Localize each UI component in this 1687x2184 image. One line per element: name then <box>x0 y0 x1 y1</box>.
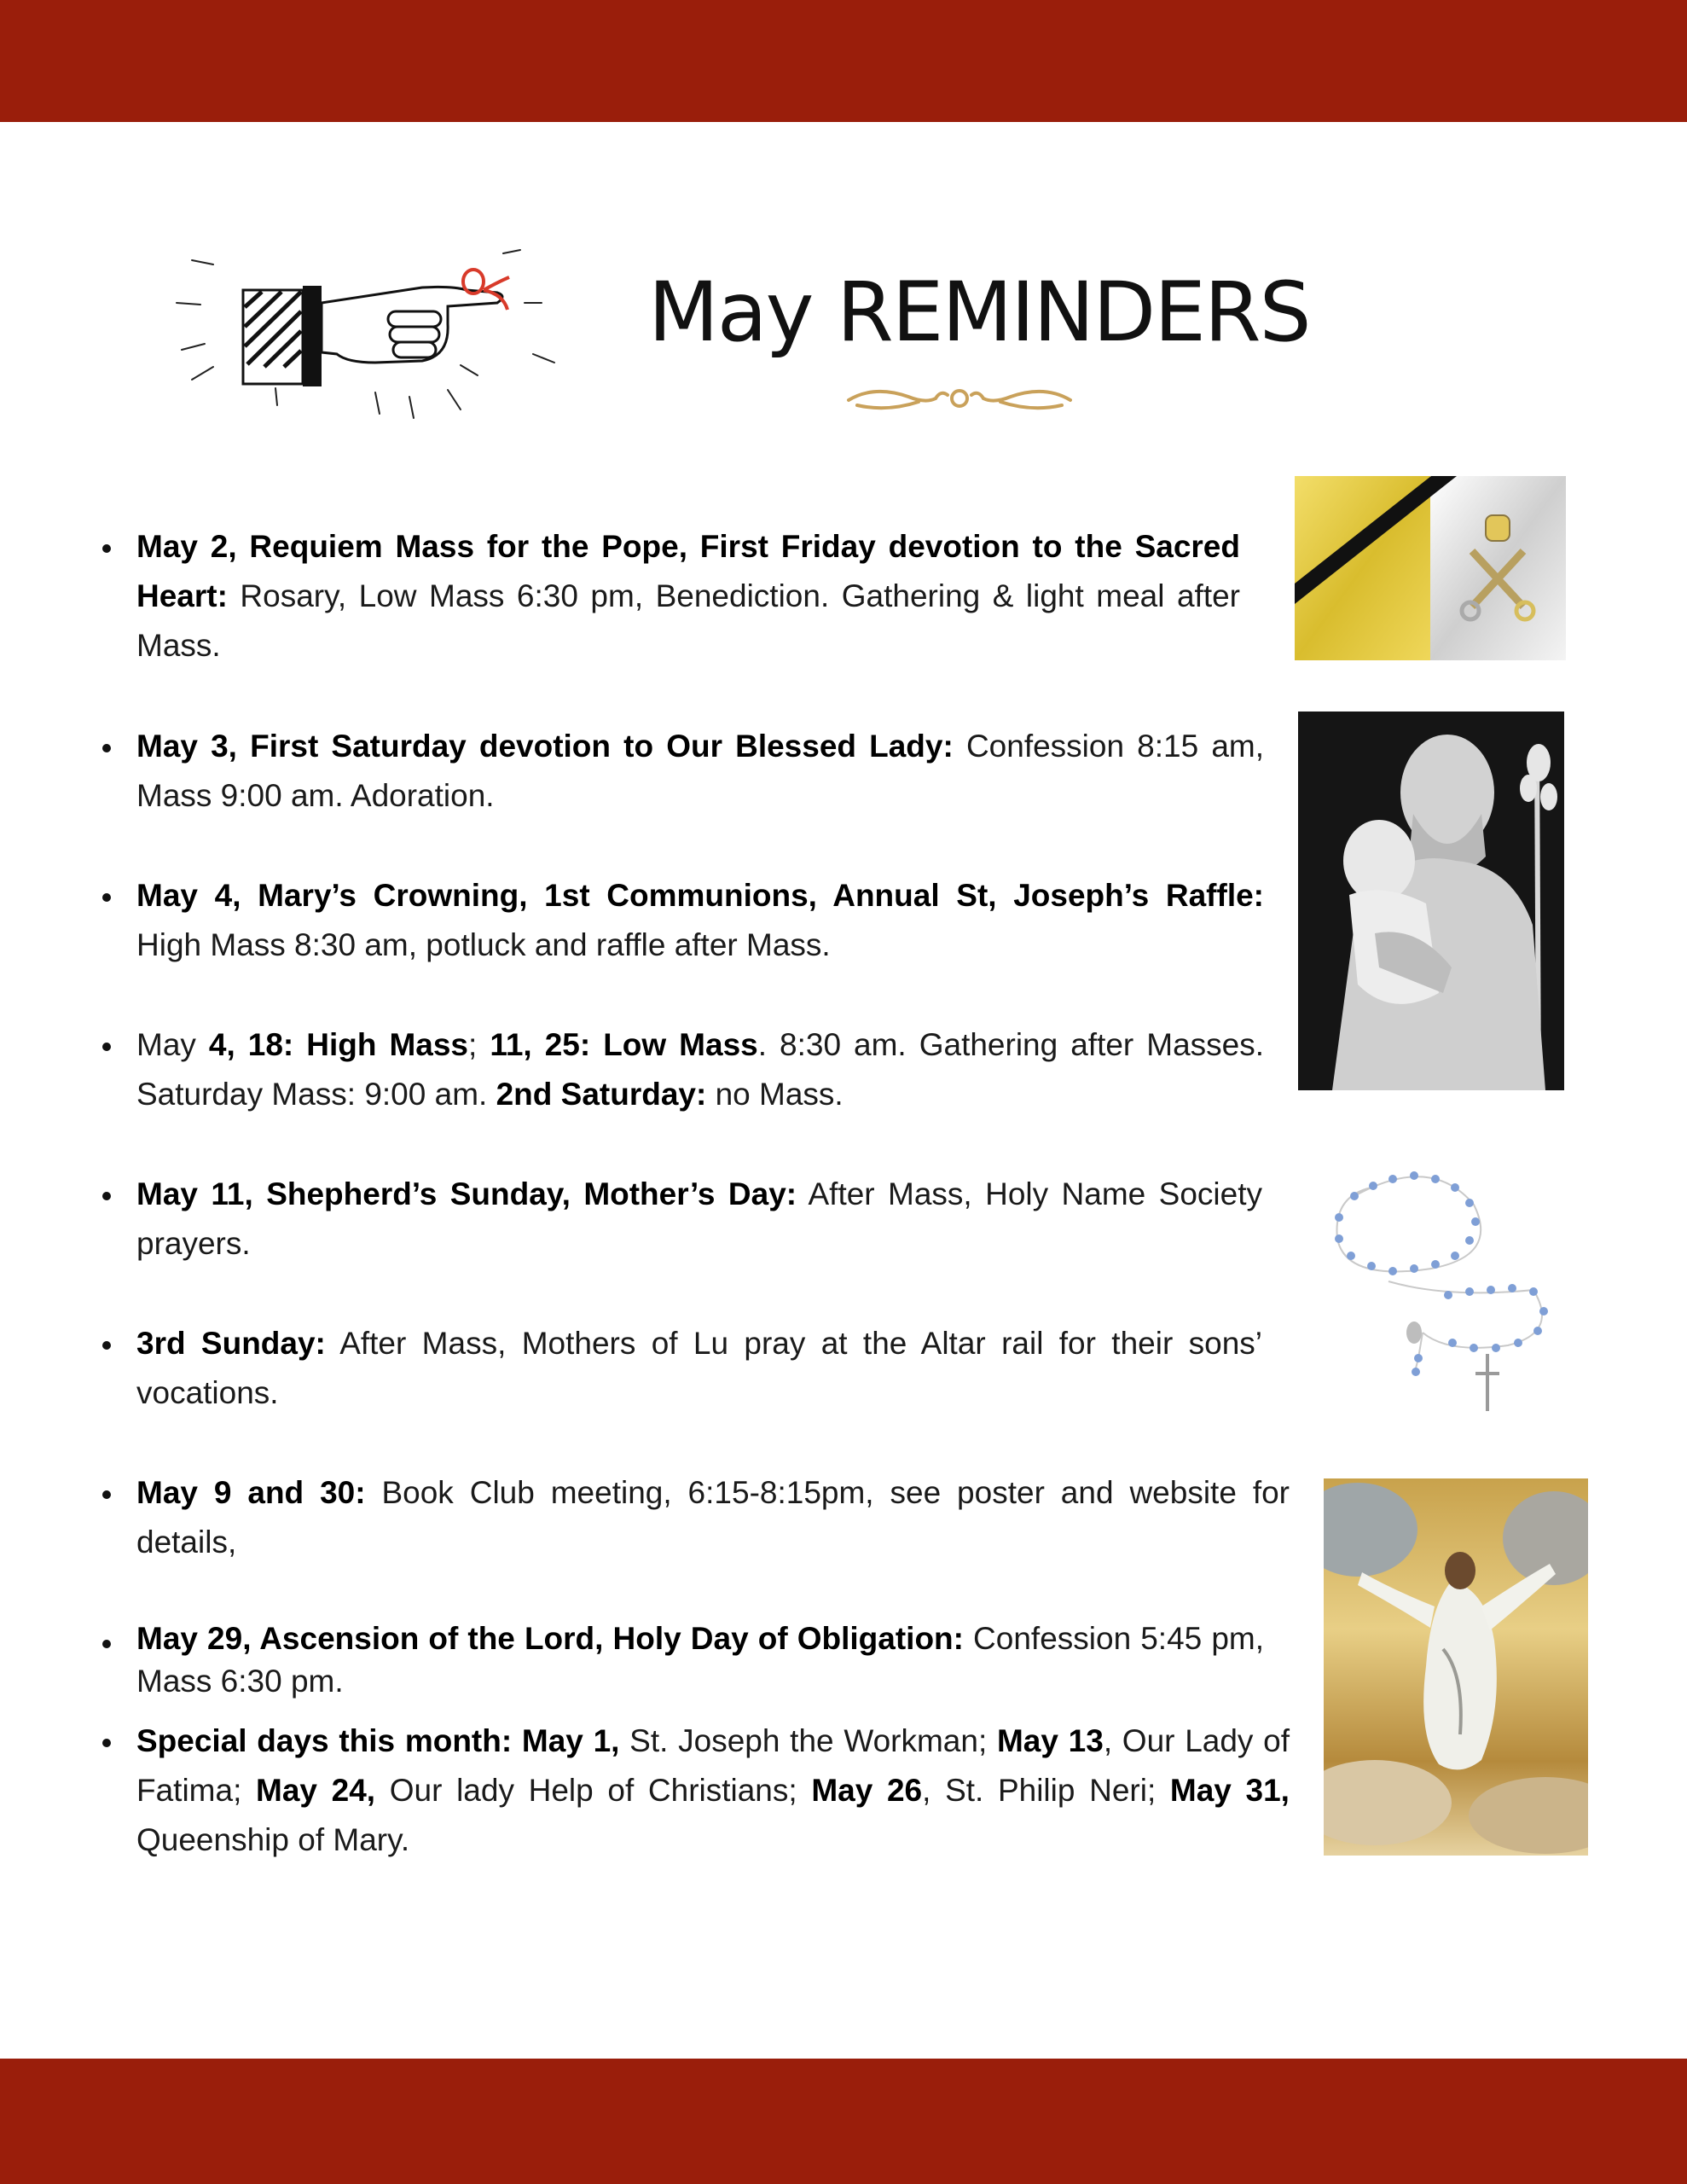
reminder-text: Confession 5:45 pm, Mass 6:30 pm. <box>136 1621 1264 1699</box>
reminder-text: no Mass. <box>706 1077 844 1112</box>
reminder-text: May <box>136 1027 209 1062</box>
reminder-heading: May 2, Requiem Mass for the Pope, First Friday devotion to the Sacred Heart: <box>136 529 1240 613</box>
reminder-heading: May 4, Mary’s Crowning, 1st Communions, Annual St, Joseph’s Raffle: <box>136 878 1264 913</box>
st-joseph-statue-image <box>1298 712 1564 1090</box>
reminder-heading: May 24, <box>256 1773 376 1808</box>
reminder-text: ; <box>468 1027 490 1062</box>
reminder-heading: May 11, Shepherd’s Sunday, Mother’s Day: <box>136 1176 797 1211</box>
reminder-heading: 3rd Sunday: <box>136 1326 326 1361</box>
reminder-heading: 4, 18: High Mass <box>208 1027 469 1062</box>
reminder-text: High Mass 8:30 am, potluck and raffle after Mass. <box>136 927 831 962</box>
reminder-text: Rosary, Low Mass 6:30 pm, Benediction. Gathering & light meal after Mass. <box>136 578 1240 663</box>
reminder-heading: May 26 <box>811 1773 923 1808</box>
reminder-item <box>136 1468 1290 1567</box>
reminder-text: After Mass, Holy Name Society prayers. <box>136 1176 1262 1261</box>
reminder-heading: May 1, <box>512 1723 620 1758</box>
reminder-heading: 11, 25: Low Mass <box>490 1027 758 1062</box>
top-band <box>0 0 1687 122</box>
reminder-text: , Our Lady of Fatima; <box>136 1723 1290 1808</box>
reminder-item <box>136 1170 1262 1269</box>
reminder-item <box>136 1716 1290 1865</box>
reminder-item <box>136 1020 1264 1119</box>
page-title: May REMINDERS <box>648 264 1310 360</box>
reminder-text: Queenship of Mary. <box>136 1822 410 1857</box>
reminder-item <box>136 871 1264 970</box>
hand-with-string-icon <box>166 243 576 422</box>
reminder-item <box>136 1319 1262 1418</box>
reminder-text: After Mass, Mothers of Lu pray at the Altar rail for their sons’ vocations. <box>136 1326 1262 1410</box>
reminder-text: . 8:30 am. Gathering after Masses. Saturday Mass: 9:00 am. <box>136 1027 1265 1112</box>
reminder-text: Confession 8:15 am, Mass 9:00 am. Adoration. <box>136 729 1264 813</box>
reminder-text: Book Club meeting, 6:15-8:15pm, see poster and website for details, <box>136 1475 1290 1560</box>
reminder-item <box>136 722 1264 821</box>
reminder-text: Our lady Help of Christians; <box>375 1773 812 1808</box>
ascension-painting-image <box>1324 1478 1588 1856</box>
reminder-heading: May 13 <box>996 1723 1104 1758</box>
reminder-text: , St. Philip Neri; <box>922 1773 1170 1808</box>
vatican-mourning-flag-image <box>1295 476 1566 660</box>
reminder-heading: 2nd Saturday: <box>496 1077 707 1112</box>
reminder-item <box>136 522 1240 671</box>
reminder-heading: Special days this month: <box>136 1723 513 1758</box>
reminder-text: St. Joseph the Workman; <box>619 1723 997 1758</box>
reminder-heading: May 9 and 30: <box>136 1475 366 1510</box>
reminder-heading: May 31, <box>1169 1773 1290 1808</box>
reminder-heading: May 3, First Saturday devotion to Our Blessed Lady: <box>136 729 954 764</box>
rosary-image <box>1295 1162 1566 1418</box>
ornament-flourish-icon <box>840 381 1079 415</box>
reminder-heading: May 29, Ascension of the Lord, Holy Day of Obligation: <box>136 1621 964 1656</box>
reminder-item <box>136 1618 1264 1703</box>
bottom-band <box>0 2059 1687 2184</box>
